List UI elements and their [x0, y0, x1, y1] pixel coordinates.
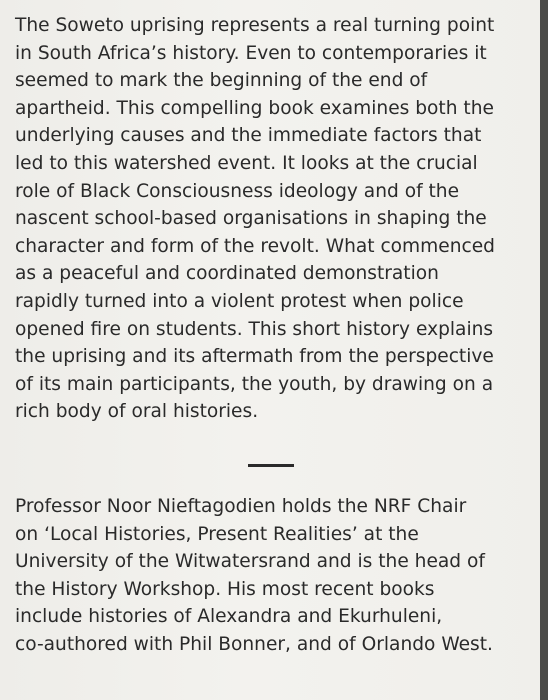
bio-line: Professor Noor Nieftagodien holds the NRF Chair	[15, 496, 467, 517]
blurb-line: rapidly turned into a violent protest when police	[15, 290, 464, 312]
bio-line: co-authored with Phil Bonner, and of Orlando West.	[15, 633, 493, 655]
blurb-line: underlying causes and the immediate factors that	[15, 125, 482, 147]
blurb-line: apartheid. This compelling book examines both the	[15, 97, 494, 119]
blurb-line: rich body of oral histories.	[15, 401, 259, 423]
blurb-line: the uprising and its aftermath from the perspective	[15, 346, 494, 368]
blurb-line: led to this watershed event. It looks at the crucial	[15, 152, 478, 174]
blurb-line: role of Black Consciousness ideology and of the	[15, 180, 460, 202]
blurb-line: The Soweto uprising represents a real turning point	[15, 15, 495, 36]
bio-line: include histories of Alexandra and Ekurhuleni,	[15, 606, 443, 628]
blurb-line: of its main participants, the youth, by drawing on a	[15, 373, 494, 395]
blurb-line: as a peaceful and coordinated demonstration	[15, 263, 439, 285]
bio-line: University of the Witwatersrand and is the head of	[15, 551, 485, 573]
blurb-line: opened fire on students. This short history explains	[15, 318, 494, 340]
book-spine-edge	[540, 0, 548, 700]
section-divider	[248, 464, 294, 467]
blurb-line: seemed to mark the beginning of the end of	[15, 70, 428, 92]
author-bio	[15, 493, 540, 659]
book-blurb	[15, 12, 540, 426]
blurb-line: character and form of the revolt. What commenced	[15, 235, 495, 257]
blurb-line: nascent school-based organisations in shaping the	[15, 208, 487, 230]
blurb-line: in South Africa’s history. Even to contemporaries it	[15, 42, 487, 64]
bio-line: the History Workshop. His most recent books	[15, 578, 435, 600]
bio-line: on ‘Local Histories, Present Realities’ at the	[15, 523, 419, 545]
